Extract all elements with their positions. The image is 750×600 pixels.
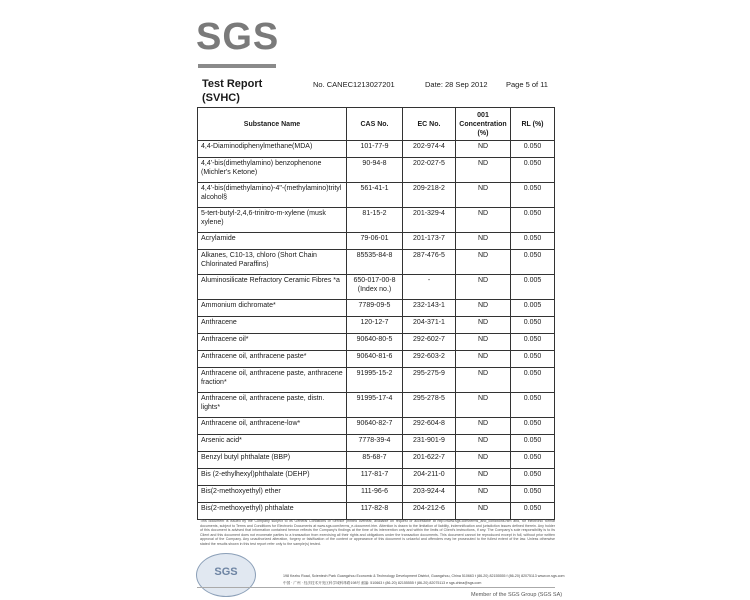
cell-cas-number: 7789-09-5: [347, 300, 403, 317]
report-title-line2: (SVHC): [202, 92, 240, 104]
table-row: [198, 300, 555, 317]
table-row: [198, 275, 555, 300]
cell-reporting-limit: 0.050: [511, 208, 555, 233]
cell-cas-number: 7778-39-4: [347, 435, 403, 452]
cell-substance-name: Alkanes, C10-13, chloro (Short Chain Chlorinated Paraffins): [198, 250, 347, 275]
table-body: [198, 141, 555, 520]
cell-reporting-limit: 0.050: [511, 452, 555, 469]
table-row: [198, 368, 555, 393]
cell-ec-number: 292-602-7: [403, 334, 456, 351]
cell-substance-name: 4,4-Diaminodiphenylmethane(MDA): [198, 141, 347, 158]
cell-ec-number: 292-603-2: [403, 351, 456, 368]
table-row: [198, 469, 555, 486]
cell-substance-name: Ammonium dichromate*: [198, 300, 347, 317]
cell-concentration: ND: [456, 300, 511, 317]
header-cas: CAS No.: [347, 108, 403, 141]
table-row: [198, 208, 555, 233]
cell-ec-number: 204-371-1: [403, 317, 456, 334]
cell-ec-number: 204-211-0: [403, 469, 456, 486]
cell-reporting-limit: 0.005: [511, 300, 555, 317]
cell-reporting-limit: 0.050: [511, 334, 555, 351]
report-title-line1: Test Report: [202, 78, 263, 90]
cell-cas-number: 85-68-7: [347, 452, 403, 469]
sgs-logo: [196, 14, 280, 68]
table-row: [198, 393, 555, 418]
cell-ec-number: 209-218-2: [403, 183, 456, 208]
table-row: [198, 351, 555, 368]
cell-substance-name: 5-tert-butyl-2,4,6-trinitro-m-xylene (musk xylene): [198, 208, 347, 233]
table-row: [198, 452, 555, 469]
cell-ec-number: -: [403, 275, 456, 300]
cell-substance-name: Anthracene oil, anthracene paste*: [198, 351, 347, 368]
cell-cas-number: 79-06-01: [347, 233, 403, 250]
cell-concentration: ND: [456, 183, 511, 208]
cell-substance-name: Aluminosilicate Refractory Ceramic Fibres *a: [198, 275, 347, 300]
header-concentration: [456, 108, 511, 141]
cell-substance-name: Bis(2-methoxyethyl) ether: [198, 486, 347, 503]
cell-concentration: ND: [456, 418, 511, 435]
cell-substance-name: 4,4'-bis(dimethylamino) benzophenone (Michler's Ketone): [198, 158, 347, 183]
cell-reporting-limit: 0.050: [511, 486, 555, 503]
cell-ec-number: 295-278-5: [403, 393, 456, 418]
cell-concentration: ND: [456, 233, 511, 250]
cell-reporting-limit: 0.050: [511, 158, 555, 183]
cell-cas-number: 91995-17-4: [347, 393, 403, 418]
header-substance: Substance Name: [198, 108, 347, 141]
logo-underline: [198, 64, 276, 68]
cell-ec-number: 202-974-4: [403, 141, 456, 158]
report-date: Date: 28 Sep 2012: [425, 80, 488, 89]
cell-concentration: ND: [456, 435, 511, 452]
cell-concentration: ND: [456, 208, 511, 233]
cell-substance-name: Anthracene: [198, 317, 347, 334]
cell-reporting-limit: 0.050: [511, 141, 555, 158]
address-chinese: 中国 · 广州 · 经济技术开发区科学城科珠路198号 邮编: 510663 t (86-20) 82155555 f (86-20) 82075113 e sgs.china@sgs.com: [283, 581, 482, 585]
cell-concentration: ND: [456, 486, 511, 503]
cell-substance-name: Bis (2-ethylhexyl)phthalate (DEHP): [198, 469, 347, 486]
table-row: [198, 435, 555, 452]
cell-concentration: ND: [456, 158, 511, 183]
table-row: [198, 334, 555, 351]
cell-concentration: ND: [456, 351, 511, 368]
cell-reporting-limit: 0.005: [511, 275, 555, 300]
cell-concentration: ND: [456, 250, 511, 275]
cell-reporting-limit: 0.050: [511, 368, 555, 393]
table-header-row: [198, 108, 555, 141]
cell-ec-number: 201-622-7: [403, 452, 456, 469]
cell-reporting-limit: 0.050: [511, 233, 555, 250]
cell-substance-name: Anthracene oil*: [198, 334, 347, 351]
cell-ec-number: 201-329-4: [403, 208, 456, 233]
cell-substance-name: Anthracene oil, anthracene-low*: [198, 418, 347, 435]
report-number: No. CANEC1213027201: [313, 80, 395, 89]
sgs-seal-stamp: SGS: [196, 553, 256, 597]
table-row: [198, 250, 555, 275]
cell-cas-number: 81-15-2: [347, 208, 403, 233]
table-row: [198, 183, 555, 208]
table-row: [198, 158, 555, 183]
header-conc-line1: 001: [477, 111, 489, 119]
cell-reporting-limit: 0.050: [511, 317, 555, 334]
cell-substance-name: Anthracene oil, anthracene paste, distn. lights*: [198, 393, 347, 418]
table-row: [198, 317, 555, 334]
cell-ec-number: 202-027-5: [403, 158, 456, 183]
cell-cas-number: 561-41-1: [347, 183, 403, 208]
cell-reporting-limit: 0.050: [511, 250, 555, 275]
member-statement: Member of the SGS Group (SGS SA): [471, 592, 563, 598]
cell-ec-number: 231-901-9: [403, 435, 456, 452]
cell-ec-number: 287-476-5: [403, 250, 456, 275]
cell-concentration: ND: [456, 469, 511, 486]
cell-concentration: ND: [456, 368, 511, 393]
cell-ec-number: 203-924-4: [403, 486, 456, 503]
cell-cas-number: 650-017-00-8 (Index no.): [347, 275, 403, 300]
legal-disclaimer: This document is issued by the Company subject to its General Conditions of Service printed overleaf, available on request or accessible at http://www.sgs.com/terms_and_conditions.htm and, for electronic format documents, subject to Terms and Conditions for Electronic Documents at www.sgs.com/terms_e-document.htm. Attention is drawn to the limitation of liability, indemnification and jurisdiction issues defined therein. Any holder of this document is advised that information contained hereon reflects the Company's findings at the time of its intervention only and within the limits of Client's instructions, if any. The Company's sole responsibility is to its Client and this document does not exonerate parties to a transaction from exercising all their rights and obligations under the transaction documents. This document cannot be reproduced except in full, without prior written approval of the Company. Any unauthorized alteration, forgery or falsification of the content or appearance of this document is unlawful and offenders may be prosecuted to the fullest extent of the law. Unless otherwise stated the results shown in this test report refer only to the sample(s) tested.: [200, 519, 555, 546]
cell-substance-name: Benzyl butyl phthalate (BBP): [198, 452, 347, 469]
cell-reporting-limit: 0.050: [511, 351, 555, 368]
cell-concentration: ND: [456, 452, 511, 469]
cell-ec-number: 232-143-1: [403, 300, 456, 317]
cell-concentration: ND: [456, 275, 511, 300]
cell-ec-number: 204-212-6: [403, 503, 456, 520]
cell-cas-number: 117-82-8: [347, 503, 403, 520]
cell-substance-name: Anthracene oil, anthracene paste, anthracene fraction*: [198, 368, 347, 393]
cell-cas-number: 91995-15-2: [347, 368, 403, 393]
cell-reporting-limit: 0.050: [511, 435, 555, 452]
cell-concentration: ND: [456, 393, 511, 418]
cell-reporting-limit: 0.050: [511, 393, 555, 418]
page-number: Page 5 of 11: [506, 80, 548, 89]
cell-reporting-limit: 0.050: [511, 183, 555, 208]
cell-concentration: ND: [456, 334, 511, 351]
cell-reporting-limit: 0.050: [511, 418, 555, 435]
table-row: [198, 486, 555, 503]
cell-cas-number: 90-94-8: [347, 158, 403, 183]
cell-cas-number: 111-96-6: [347, 486, 403, 503]
cell-cas-number: 120-12-7: [347, 317, 403, 334]
cell-ec-number: 295-275-9: [403, 368, 456, 393]
header-conc-line3: (%): [477, 129, 489, 137]
report-title: [202, 77, 262, 105]
cell-substance-name: Bis(2-methoxyethyl) phthalate: [198, 503, 347, 520]
table-row: [198, 418, 555, 435]
cell-cas-number: 90640-80-5: [347, 334, 403, 351]
cell-concentration: ND: [456, 503, 511, 520]
cell-reporting-limit: 0.050: [511, 503, 555, 520]
cell-concentration: ND: [456, 141, 511, 158]
cell-substance-name: Arsenic acid*: [198, 435, 347, 452]
svhc-results-table: [197, 107, 555, 520]
table-row: [198, 233, 555, 250]
cell-cas-number: 101-77-9: [347, 141, 403, 158]
cell-ec-number: 201-173-7: [403, 233, 456, 250]
cell-cas-number: 90640-81-6: [347, 351, 403, 368]
cell-substance-name: Acrylamide: [198, 233, 347, 250]
header-rl: RL (%): [511, 108, 555, 141]
cell-cas-number: 117-81-7: [347, 469, 403, 486]
cell-reporting-limit: 0.050: [511, 469, 555, 486]
logo-text: SGS: [196, 16, 280, 58]
cell-ec-number: 292-604-8: [403, 418, 456, 435]
cell-substance-name: 4,4'-bis(dimethylamino)-4"-(methylamino)trityl alcohol§: [198, 183, 347, 208]
cell-cas-number: 90640-82-7: [347, 418, 403, 435]
table-row: [198, 503, 555, 520]
address-english: 198 Kezhu Road, Scientech Park Guangzhou Economic & Technology Development District, Guangzhou, China 510663 t (86-20) 82155555 f (86-20) 82075113 www.cn.sgs.com: [283, 574, 565, 578]
cell-concentration: ND: [456, 317, 511, 334]
cell-cas-number: 85535-84-8: [347, 250, 403, 275]
footer-divider: [197, 587, 555, 588]
table-row: [198, 141, 555, 158]
header-conc-line2: Concentration: [459, 120, 507, 128]
header-ec: EC No.: [403, 108, 456, 141]
